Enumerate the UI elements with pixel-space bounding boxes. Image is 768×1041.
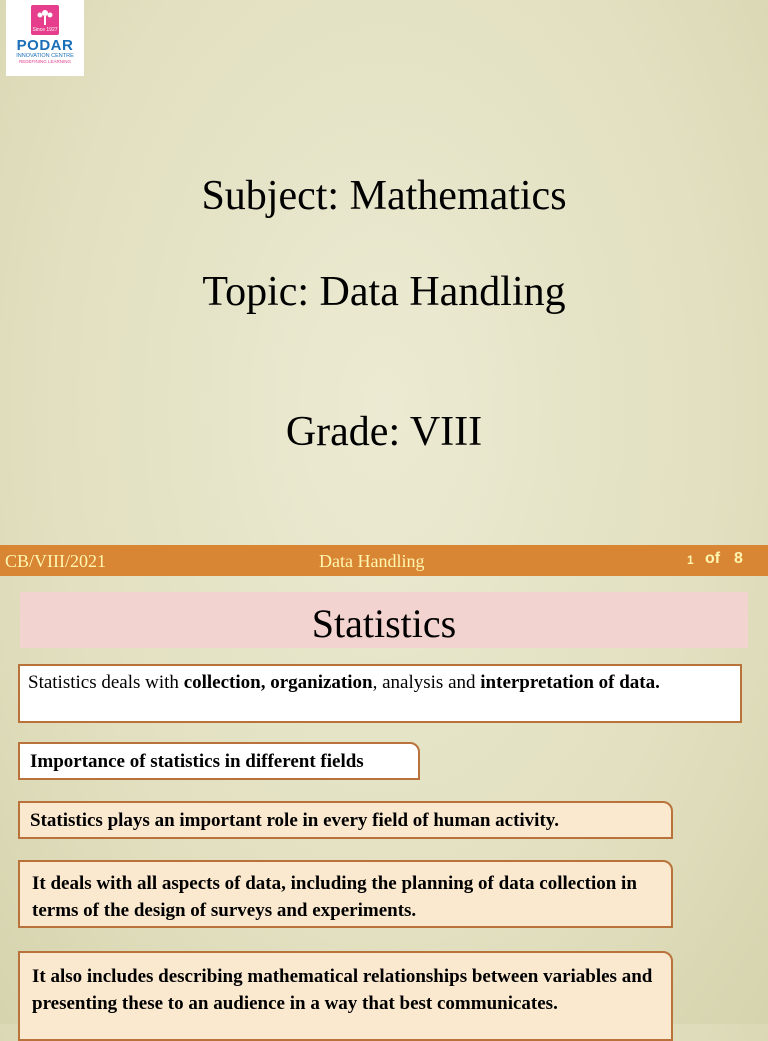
point-3-box: It also includes describing mathematical relationships between variables and presenting these to an audience in a way that best communicates. <box>18 951 673 1041</box>
course-code: CB/VIII/2021 <box>5 551 106 571</box>
logo-name: PODAR <box>16 37 74 54</box>
point-1-box: Statistics plays an important role in every field of human activity. <box>18 801 673 839</box>
point-2-box: It deals with all aspects of data, including the planning of data collection in terms of the design of surveys and experiments. <box>18 860 673 928</box>
page-of: of <box>705 550 721 567</box>
banner-title: Data Handling <box>319 551 425 571</box>
statistics-heading: Statistics <box>20 592 748 648</box>
definition-mid: , analysis and <box>372 672 481 693</box>
podar-logo <box>6 0 84 76</box>
footer-banner <box>0 545 768 576</box>
definition-text: Statistics deals with <box>28 672 184 693</box>
definition-bold-1: collection, organization <box>183 672 373 693</box>
definition-box <box>18 664 742 723</box>
page-total: 8 <box>734 550 743 567</box>
grade-title: Grade: VIII <box>285 409 483 455</box>
page-current: 1 <box>687 553 694 567</box>
subject-title: Subject: Mathematics <box>201 173 567 219</box>
topic-title: Topic: Data Handling <box>202 269 566 315</box>
tree-icon <box>31 5 59 35</box>
logo-subtitle: INNOVATION CENTRE <box>16 53 74 59</box>
logo-tagline: REDEFINING LEARNING <box>18 59 71 64</box>
logo-since: Since 1927 <box>32 26 58 33</box>
importance-box: Importance of statistics in different fields <box>18 742 420 780</box>
definition-bold-2: interpretation of data. <box>480 672 660 693</box>
